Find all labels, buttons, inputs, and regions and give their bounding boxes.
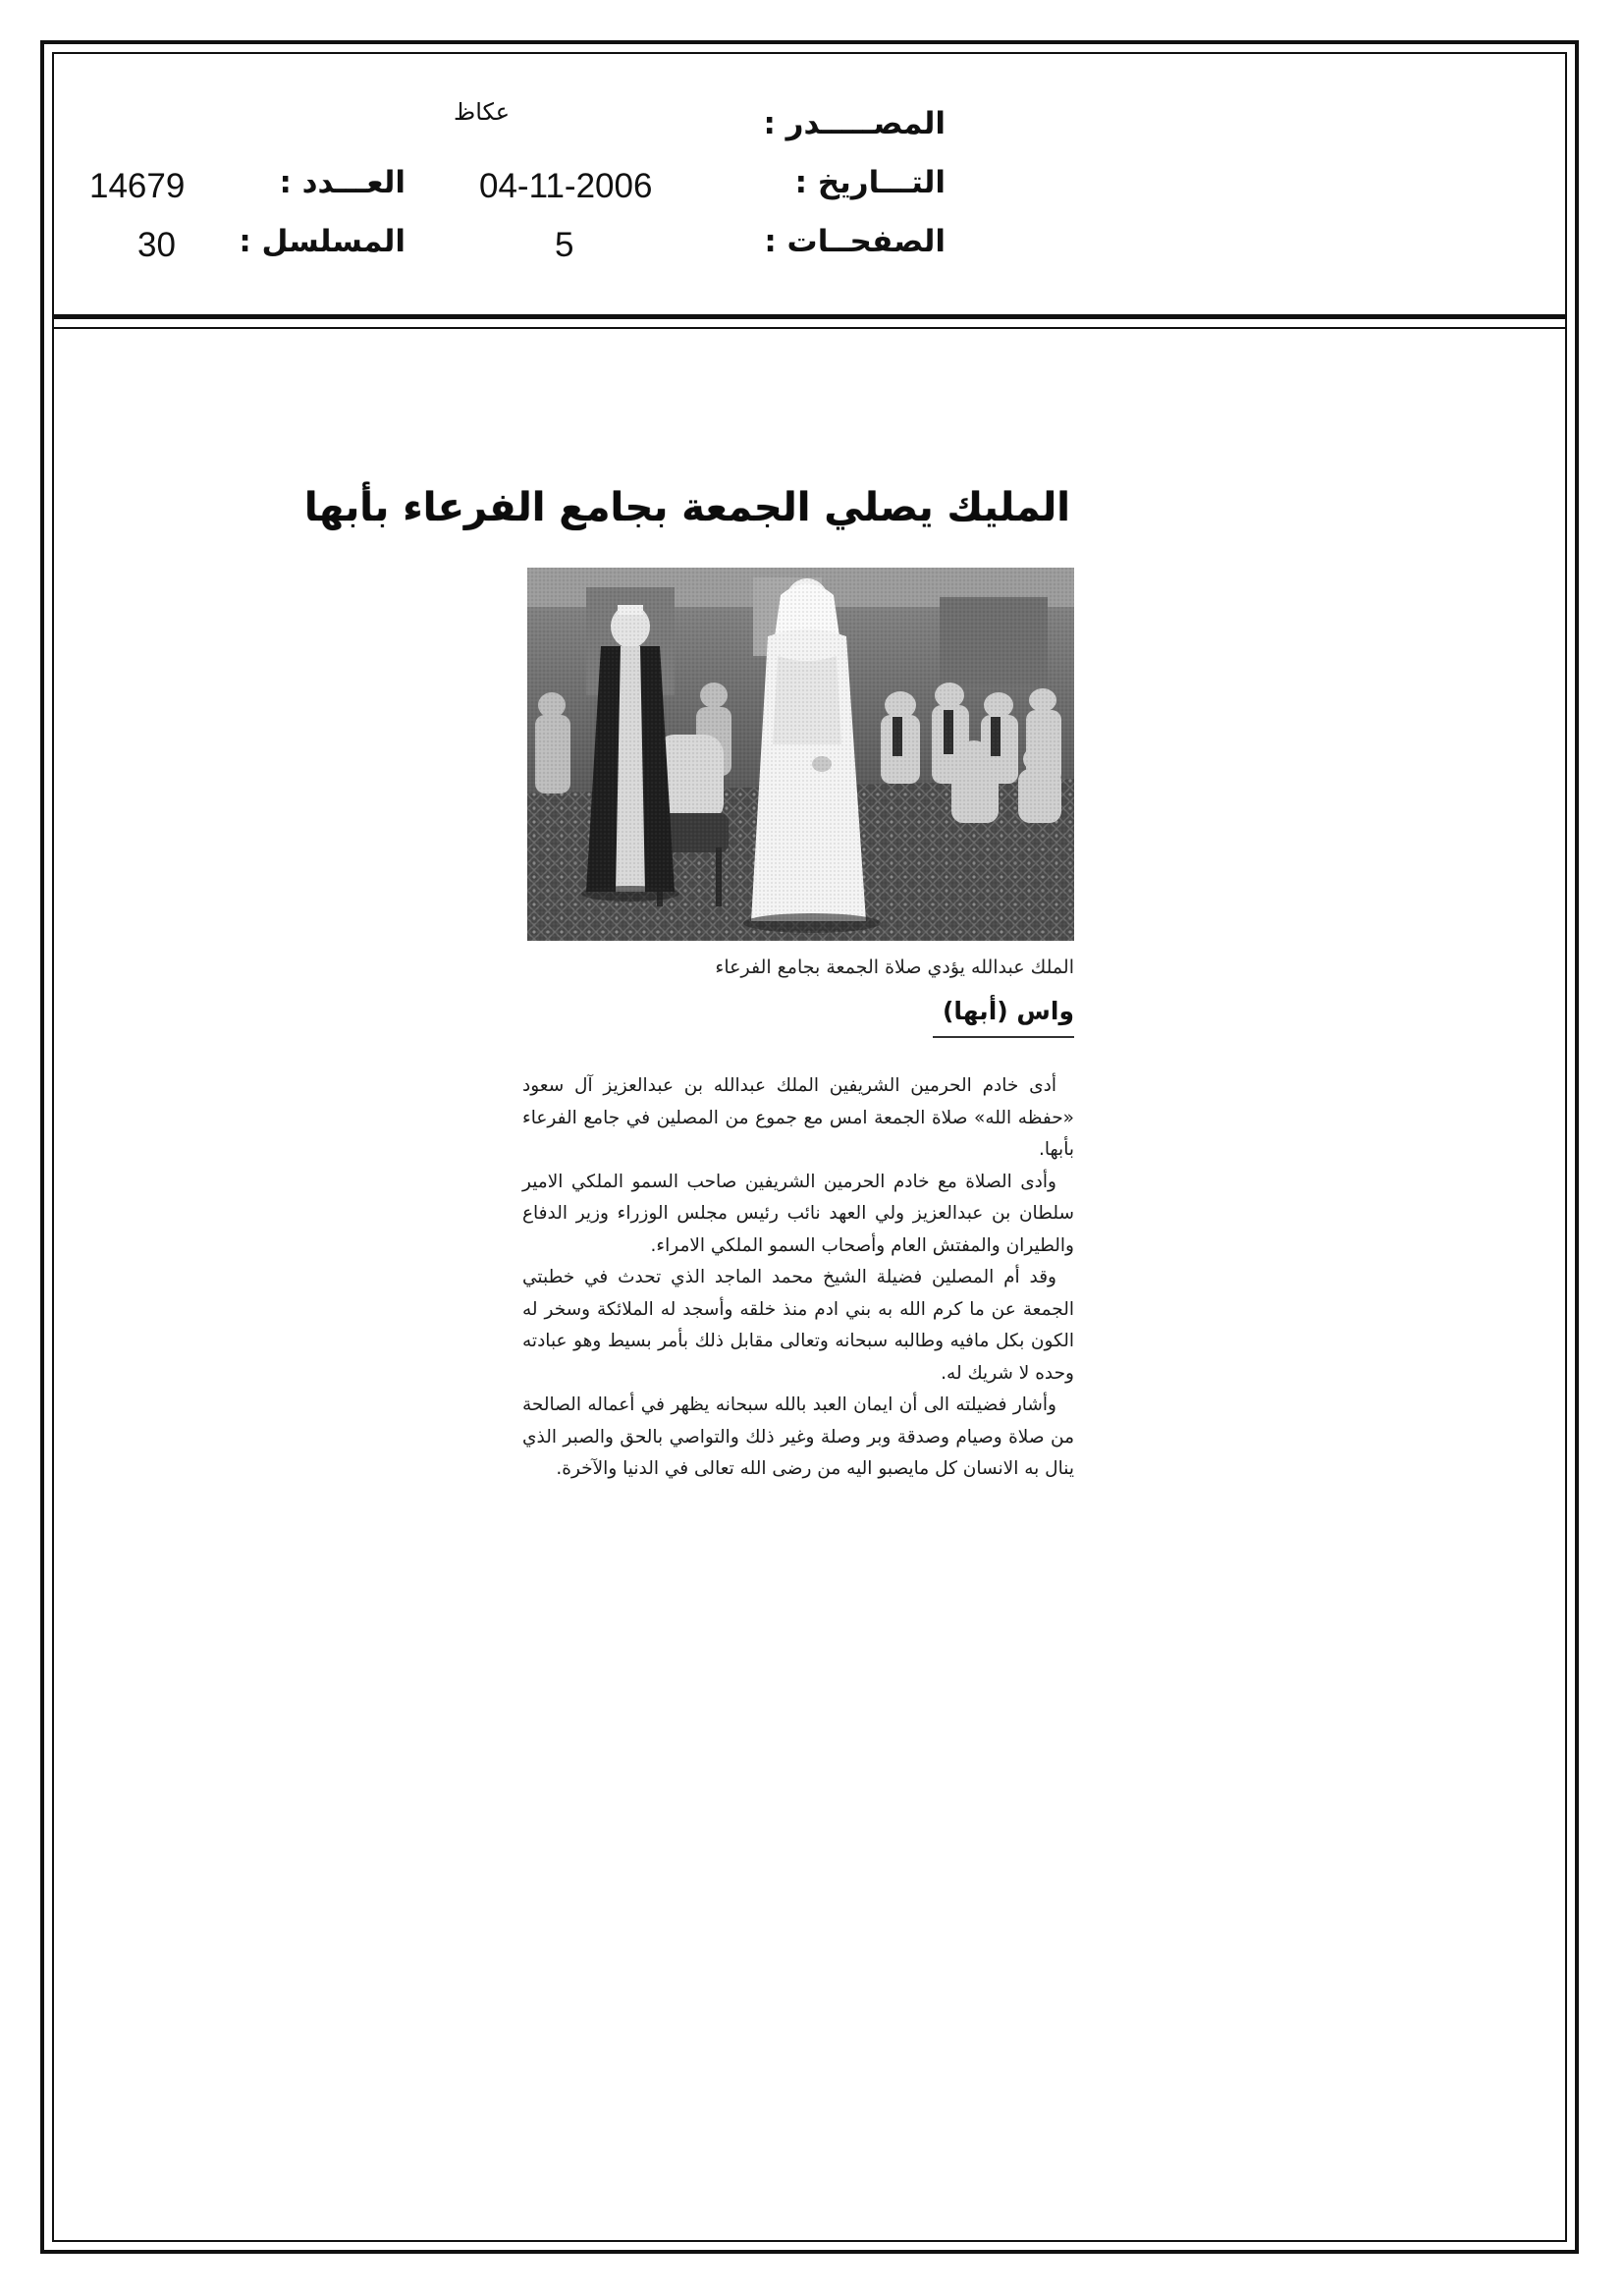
article-paragraph: وقد أم المصلين فضيلة الشيخ محمد الماجد الذي تحدث في خطبتي الجمعة عن ما كرم الله به بني ادم منذ خلقه وأسجد له الملائكة وسخر له الكون بكل مافيه وطالبه سبحانه وتعالى مقابل ذلك بأمر بسيط وهو عبادته وحده لا شريك له. <box>522 1267 1074 1384</box>
source-value: عكاظ <box>454 98 511 126</box>
date-label: التـــاريخ : <box>794 165 946 200</box>
byline-underline <box>933 1036 1074 1038</box>
article-paragraph: وأدى الصلاة مع خادم الحرمين الشريفين صاحب السمو الملكي الامير سلطان بن عبدالعزيز ولي العهد نائب رئيس مجلس الوزراء وزير الدفاع والطيران والمفتش العام وأصحاب السمو الملكي الامراء. <box>522 1171 1074 1256</box>
article-paragraph: أدى خادم الحرمين الشريفين الملك عبدالله بن عبدالعزيز آل سعود «حفظه الله» صلاة الجمعة امس مع جموع من المصلين في جامع الفرعاء بأبها. <box>522 1075 1074 1160</box>
article-byline: واس (أبها) <box>942 997 1074 1025</box>
header-divider-thin <box>52 327 1567 329</box>
issue-value: 14679 <box>89 167 186 205</box>
article-photo <box>527 568 1074 941</box>
header-divider <box>52 314 1567 319</box>
article-paragraph: وأشار فضيلته الى أن ايمان العبد بالله سبحانه يظهر في أعماله الصالحة من صلاة وصيام وصدقة وبر وصلة وغير ذلك والتواصي بالحق والصبر الذي ينال به الانسان كل مايصبو اليه من رضى الله تعالى في الدنيا والآخرة. <box>522 1394 1074 1479</box>
article-headline: المليك يصلي الجمعة بجامع الفرعاء بأبها <box>303 485 1070 530</box>
photo-caption: الملك عبدالله يؤدي صلاة الجمعة بجامع الفرعاء <box>715 957 1074 978</box>
issue-label: العـــدد : <box>279 165 406 200</box>
serial-label: المسلسل : <box>239 224 406 259</box>
pages-value: 5 <box>555 226 574 264</box>
source-label: المصـــــدر : <box>763 106 946 141</box>
article-body <box>522 1070 1074 1486</box>
pages-label: الصفحــات : <box>764 224 946 259</box>
date-value: 04-11-2006 <box>479 167 653 205</box>
serial-value: 30 <box>137 226 176 264</box>
